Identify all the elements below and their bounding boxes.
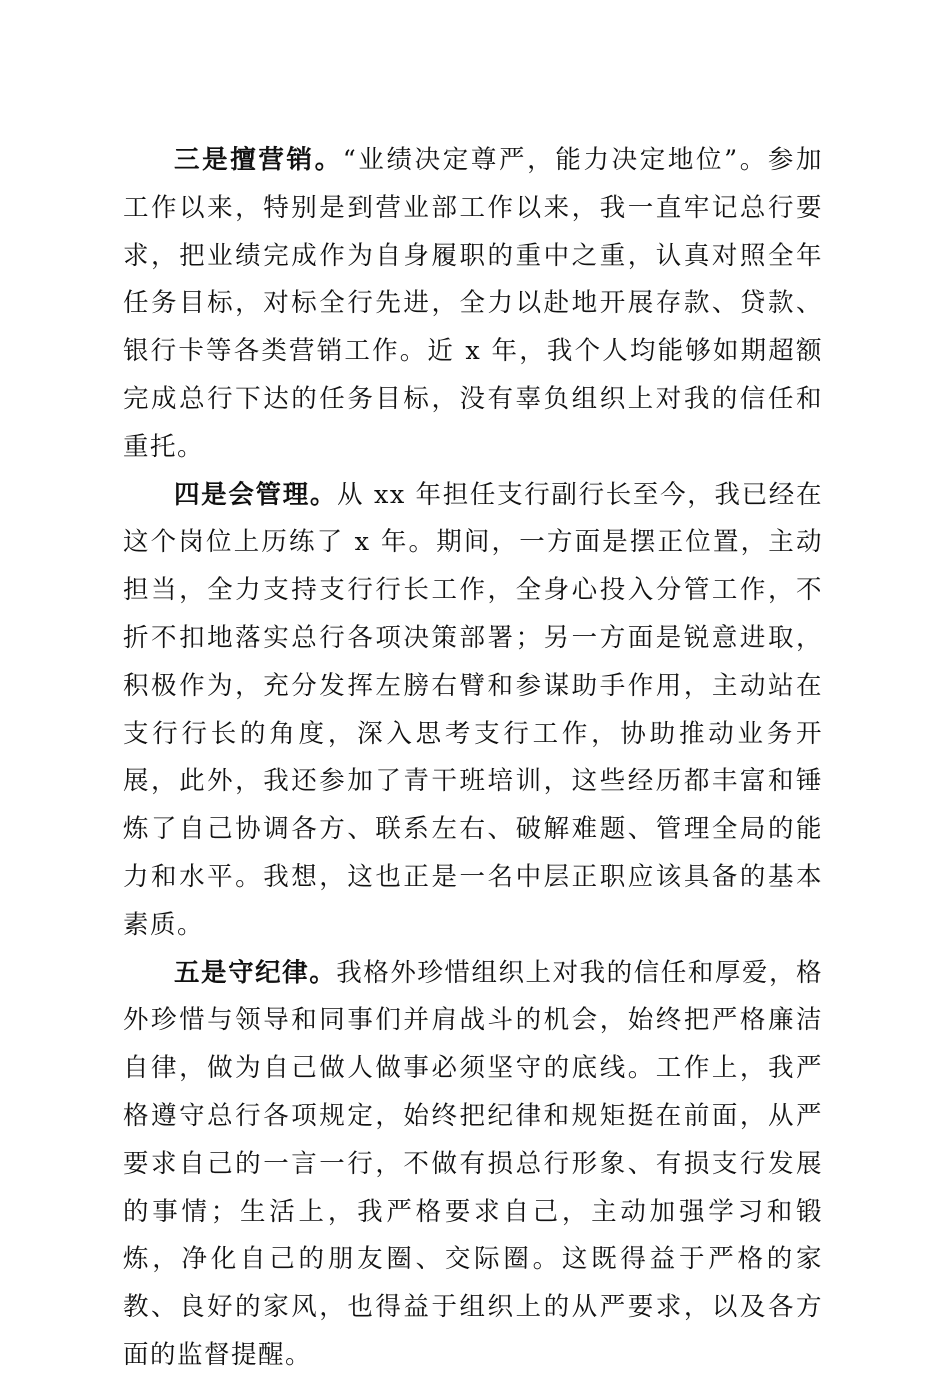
paragraph-heading: 五是守纪律。 [174,957,337,988]
paragraph-text: “业绩决定尊严，能力决定地位”。参加工作以来，特别是到营业部工作以来，我一直牢记总行要求，把业绩完成作为自身履职的重中之重，认真对照全年任务目标，对标全行先进，全力以赴地开展存款、贷款、银行卡等各类营销工作。近 x 年，我个人均能够如期超额完成总行下达的任务目标，没有辜负组织上对我的信任和重托。 [123,145,823,462]
paragraph-marketing [123,137,823,472]
paragraph-heading: 四是会管理。 [174,479,338,510]
paragraph-discipline [123,950,823,1380]
paragraph-text: 从 xx 年担任支行副行长至今，我已经在这个岗位上历练了 x 年。期间，一方面是摆正位置，主动担当，全力支持支行行长工作，全身心投入分管工作，不折不扣地落实总行各项决策部署；另一方面是锐意进取，积极作为，充分发挥左膀右臂和参谋助手作用，主动站在支行行长的角度，深入思考支行工作，协助推动业务开展，此外，我还参加了青干班培训，这些经历都丰富和锤炼了自己协调各方、联系左右、破解难题、管理全局的能力和水平。我想，这也正是一名中层正职应该具备的基本素质。 [123,479,823,940]
paragraph-heading: 三是擅营销。 [174,145,343,175]
document-body [123,137,823,1380]
paragraph-text: 我格外珍惜组织上对我的信任和厚爱，格外珍惜与领导和同事们并肩战斗的机会，始终把严格廉洁自律，做为自己做人做事必须坚守的底线。工作上，我严格遵守总行各项规定，始终把纪律和规矩挺在前面，从严要求自己的一言一行，不做有损总行形象、有损支行发展的事情；生活上，我严格要求自己，主动加强学习和锻炼，净化自己的朋友圈、交际圈。这既得益于严格的家教、良好的家风，也得益于组织上的从严要求，以及各方面的监督提醒。 [123,957,823,1370]
paragraph-management [123,472,823,950]
